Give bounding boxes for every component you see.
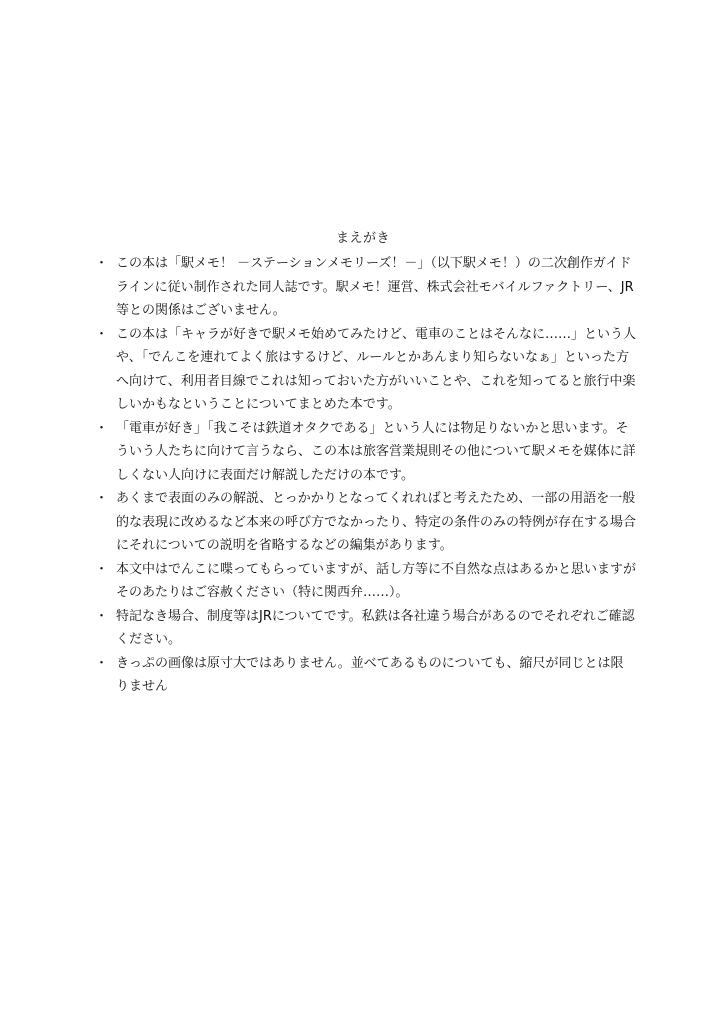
list-item [0,417,636,488]
list-item [0,558,636,605]
preface-notes-list [0,252,726,699]
bullet-icon: ・ [95,420,109,436]
note-text: 本文中はでんこに喋ってもらっていますが、話し方等に不自然な点はあるかと思いますがそのあたりはご容赦ください（特に関西弁……）。 [116,561,637,600]
note-text: この本は「駅メモ！ －ステーションメモリーズ！－」（以下駅メモ！）の二次創作ガイドラインに従い制作された同人誌です。駅メモ！運営、株式会社モバイルファクトリー、JR 等との関係はございません。 [116,256,634,318]
note-text: 特記なき場合、制度等はJRについてです。私鉄は各社違う場合があるのでそれぞれご確認ください。 [116,608,635,647]
note-text: きっぷの画像は原寸大ではありません。並べてあるものについても、縮尺が同じとは限りません [116,655,624,694]
page-title: まえがき [335,231,390,246]
bullet-icon: ・ [95,561,109,577]
list-item [0,252,636,323]
list-item [0,323,636,417]
list-item [0,487,636,558]
note-text: あくまで表面のみの解説、とっかかりとなってくれればと考えたため、一部の用語を一般的な表現に改めるなど本来の呼び方でなかったり、特定の条件のみの特例が存在する場合にそれについての説明を省略するなどの編集があります。 [116,491,637,553]
bullet-icon: ・ [95,491,109,506]
list-item [0,652,636,699]
bullet-icon: ・ [95,326,109,342]
list-item [0,605,636,652]
bullet-icon: ・ [95,256,109,271]
note-text: この本は「キャラが好きで駅メモ始めてみたけど、電車のことはそんなに……」という人や、「でんこを連れてよく旅はするけど、ルールとかあんまり知らないなぁ」といった方へ向けて、利用者目線でこれは知っておいた方がいいことや、これを知ってると旅行中楽しいかもなということについてまとめた本です。 [116,326,637,412]
note-text: 「電車が好き」「我こそは鉄道オタクである」という人には物足りないかと思います。そういう人たちに向けて言うなら、この本は旅客営業規則その他について駅メモを媒体に詳しくない人向けに表面だけ解説しただけの本です。 [116,420,636,483]
bullet-icon: ・ [95,608,109,624]
bullet-icon: ・ [95,655,109,671]
